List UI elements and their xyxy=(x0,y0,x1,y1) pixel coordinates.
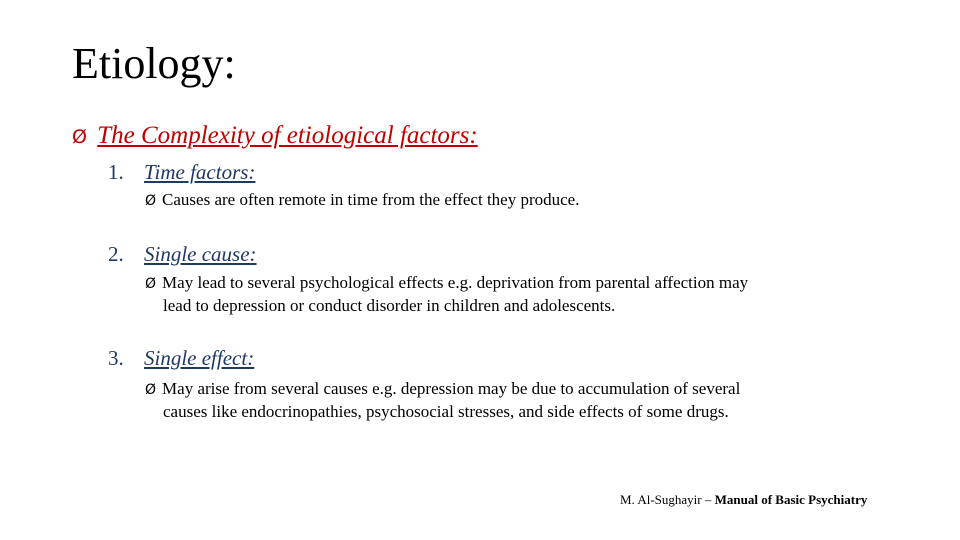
item-heading-time-factors xyxy=(108,160,255,185)
item-label: Single cause: xyxy=(144,242,257,266)
item-heading-single-effect xyxy=(108,346,254,371)
item-number: 3. xyxy=(108,346,124,370)
item-label: Single effect: xyxy=(144,346,255,370)
item-number: 1. xyxy=(108,160,124,184)
item-heading-single-cause xyxy=(108,242,257,267)
slide-title: Etiology: xyxy=(72,39,236,88)
item-detail-text: May arise from several causes e.g. depression may be due to accumulation of several xyxy=(162,379,741,398)
main-bullet xyxy=(72,122,478,150)
footer-book-title: Manual of Basic Psychiatry xyxy=(714,492,868,507)
item-detail xyxy=(145,378,870,423)
arrow-bullet-icon: Ø xyxy=(145,382,157,398)
footer-citation xyxy=(620,492,867,508)
item-detail xyxy=(145,189,870,212)
item-label: Time factors: xyxy=(144,160,256,184)
arrow-bullet-icon: Ø xyxy=(72,126,87,148)
item-detail-text: Causes are often remote in time from the effect they produce. xyxy=(162,190,580,209)
item-detail-text-continued: causes like endocrinopathies, psychosocial stresses, and side effects of some drugs. xyxy=(163,402,729,421)
item-number: 2. xyxy=(108,242,124,266)
arrow-bullet-icon: Ø xyxy=(145,276,157,292)
footer-author: M. Al-Sughayir – xyxy=(620,492,712,507)
item-detail-text: May lead to several psychological effects e.g. deprivation from parental affection may xyxy=(162,273,749,292)
item-detail xyxy=(145,272,870,317)
item-detail-text-continued: lead to depression or conduct disorder in children and adolescents. xyxy=(163,296,616,315)
main-bullet-text: The Complexity of etiological factors: xyxy=(97,122,478,149)
arrow-bullet-icon: Ø xyxy=(145,193,157,209)
